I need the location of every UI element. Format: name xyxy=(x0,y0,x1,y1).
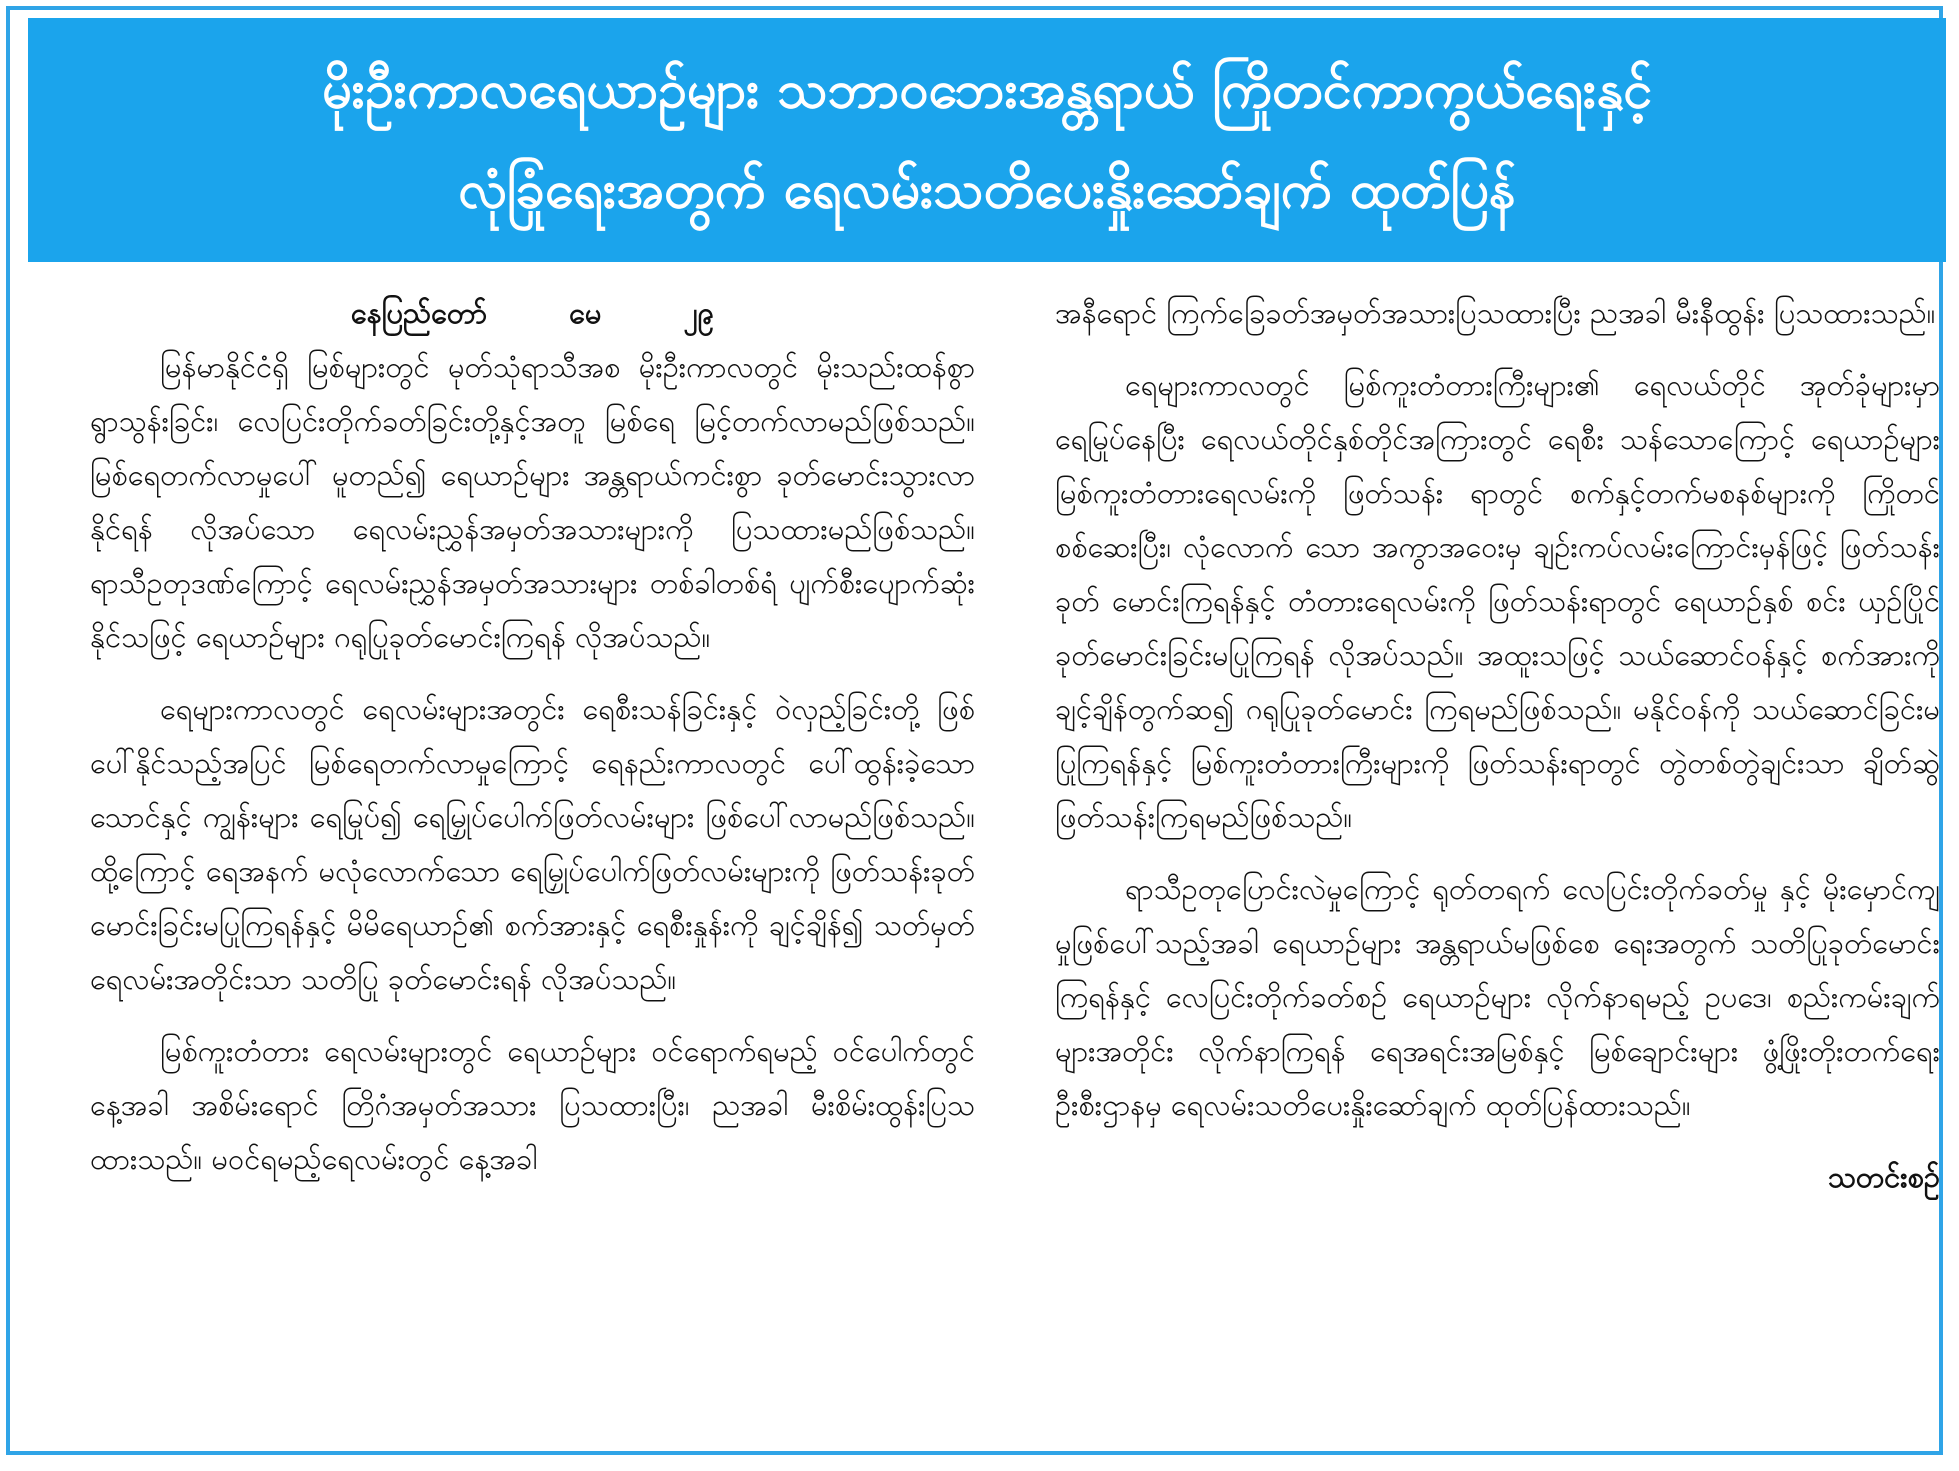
dateline xyxy=(90,286,975,340)
article-frame xyxy=(6,6,1943,1455)
headline-line-1: မိုးဦးကာလရေယာဉ်များ သဘာဝဘေးအန္တရာယ် ကြိုတင်ကာကွယ်ရေးနှင့် xyxy=(322,60,1652,120)
paragraph-3-continued: အနီရောင် ကြက်ခြေခတ်အမှတ်အသားပြသထားပြီး ညအခါ မီးနီထွန်း ပြသထားသည်။ xyxy=(1055,296,1936,330)
paragraph-2: ရေများကာလတွင် ရေလမ်းများအတွင်း ရေစီးသန်ခြင်းနှင့် ဝဲလှည့်ခြင်းတို့ ဖြစ်ပေါ်နိုင်သည့်အပြင် မြစ်ရေတက်လာမှုကြောင့် ရေနည်းကာလတွင် ပေါ်ထွန်းခဲ့သော သောင်နှင့် ကျွန်းများ ရေမြုပ်၍ ရေမြှုပ်ပေါက်ဖြတ်လမ်းများ ဖြစ်ပေါ်လာမည်ဖြစ်သည်။ ထို့ကြောင့် ရေအနက် မလုံလောက်သော ရေမြှုပ်ပေါက်ဖြတ်လမ်းများကို ဖြတ်သန်းခုတ်မောင်းခြင်းမပြုကြရန်နှင့် မိမိရေယာဉ်၏ စက်အားနှင့် ရေစီးနှုန်းကို ချင့်ချိန်၍ သတ်မှတ်ရေလမ်းအတိုင်းသာ သတိပြု ခုတ်မောင်းရန် လိုအပ်သည်။ xyxy=(90,692,975,996)
headline-line-2: လုံခြုံရေးအတွက် ရေလမ်းသတိပေးနှိုးဆော်ချက် ထုတ်ပြန် xyxy=(458,160,1516,220)
dateline-day: ၂၉ xyxy=(683,296,715,330)
paragraph-3: မြစ်ကူးတံတား ရေလမ်းများတွင် ရေယာဉ်များ ဝင်ရောက်ရမည့် ဝင်ပေါက်တွင် နေ့အခါ အစိမ်းရောင် တြိဂံအမှတ်အသား ပြသထားပြီး၊ ညအခါ မီးစိမ်းထွန်းပြသထားသည်။ မဝင်ရမည့်ရေလမ်းတွင် နေ့အခါ xyxy=(90,1034,975,1176)
column-right xyxy=(1055,286,1940,1456)
headline-banner xyxy=(28,18,1946,262)
column-left xyxy=(90,286,975,1456)
paragraph-1: မြန်မာနိုင်ငံရှိ မြစ်များတွင် မုတ်သုံရာသီအစ မိုးဦးကာလတွင် မိုးသည်းထန်စွာ ရွာသွန်းခြင်း၊ လေပြင်းတိုက်ခတ်ခြင်းတို့နှင့်အတူ မြစ်ရေ မြင့်တက်လာမည်ဖြစ်သည်။ မြစ်ရေတက်လာမှုပေါ် မူတည်၍ ရေယာဉ်များ အန္တရာယ်ကင်းစွာ ခုတ်မောင်းသွားလာနိုင်ရန် လိုအပ်သော ရေလမ်းညွှန်အမှတ်အသားများကို ပြသထားမည်ဖြစ်သည်။ ရာသီဥတုဒဏ်ကြောင့် ရေလမ်းညွှန်အမှတ်အသားများ တစ်ခါတစ်ရံ ပျက်စီးပျောက်ဆုံးနိုင်သဖြင့် ရေယာဉ်များ ဂရုပြုခုတ်မောင်းကြရန် လိုအပ်သည်။ xyxy=(90,350,975,654)
dateline-place: နေပြည်တော် xyxy=(350,296,487,330)
byline: သတင်းစဉ် xyxy=(1827,1160,1940,1194)
article-body xyxy=(90,286,1940,1456)
paragraph-4: ရေများကာလတွင် မြစ်ကူးတံတားကြီးများ၏ ရေလယ်တိုင် အုတ်ခုံများမှာ ရေမြုပ်နေပြီး ရေလယ်တိုင်နှစ်တိုင်အကြားတွင် ရေစီး သန်သောကြောင့် ရေယာဉ်များ မြစ်ကူးတံတားရေလမ်းကို ဖြတ်သန်း ရာတွင် စက်နှင့်တက်မစနစ်များကို ကြိုတင်စစ်ဆေးပြီး၊ လုံလောက် သော အကွာအဝေးမှ ချဉ်းကပ်လမ်းကြောင်းမှန်ဖြင့် ဖြတ်သန်းခုတ် မောင်းကြရန်နှင့် တံတားရေလမ်းကို ဖြတ်သန်းရာတွင် ရေယာဉ်နှစ် စင်း ယှဉ်ပြိုင်ခုတ်မောင်းခြင်းမပြုကြရန် လိုအပ်သည်။ အထူးသဖြင့် သယ်ဆောင်ဝန်နှင့် စက်အားကို ချင့်ချိန်တွက်ဆ၍ ဂရုပြုခုတ်မောင်း ကြရမည်ဖြစ်သည်။ မနိုင်ဝန်ကို သယ်ဆောင်ခြင်းမပြုကြရန်နှင့် မြစ်ကူးတံတားကြီးများကို ဖြတ်သန်းရာတွင် တွဲတစ်တွဲချင်းသာ ချိတ်ဆွဲဖြတ်သန်းကြရမည်ဖြစ်သည်။ xyxy=(1055,368,1940,834)
paragraph-5: ရာသီဥတုပြောင်းလဲမှုကြောင့် ရုတ်တရက် လေပြင်းတိုက်ခတ်မှု နှင့် မိုးမှောင်ကျမှုဖြစ်ပေါ်သည့်အခါ ရေယာဉ်များ အန္တရာယ်မဖြစ်စေ ရေးအတွက် သတိပြုခုတ်မောင်းကြရန်နှင့် လေပြင်းတိုက်ခတ်စဉ် ရေယာဉ်များ လိုက်နာရမည့် ဥပဒေ၊ စည်းကမ်းချက်များအတိုင်း လိုက်နာကြရန် ရေအရင်းအမြစ်နှင့် မြစ်ချောင်းများ ဖွံ့ဖြိုးတိုးတက်ရေး ဦးစီးဌာနမှ ရေလမ်းသတိပေးနှိုးဆော်ချက် ထုတ်ပြန်ထားသည်။ xyxy=(1055,872,1940,1122)
dateline-month: မေ xyxy=(569,296,602,330)
